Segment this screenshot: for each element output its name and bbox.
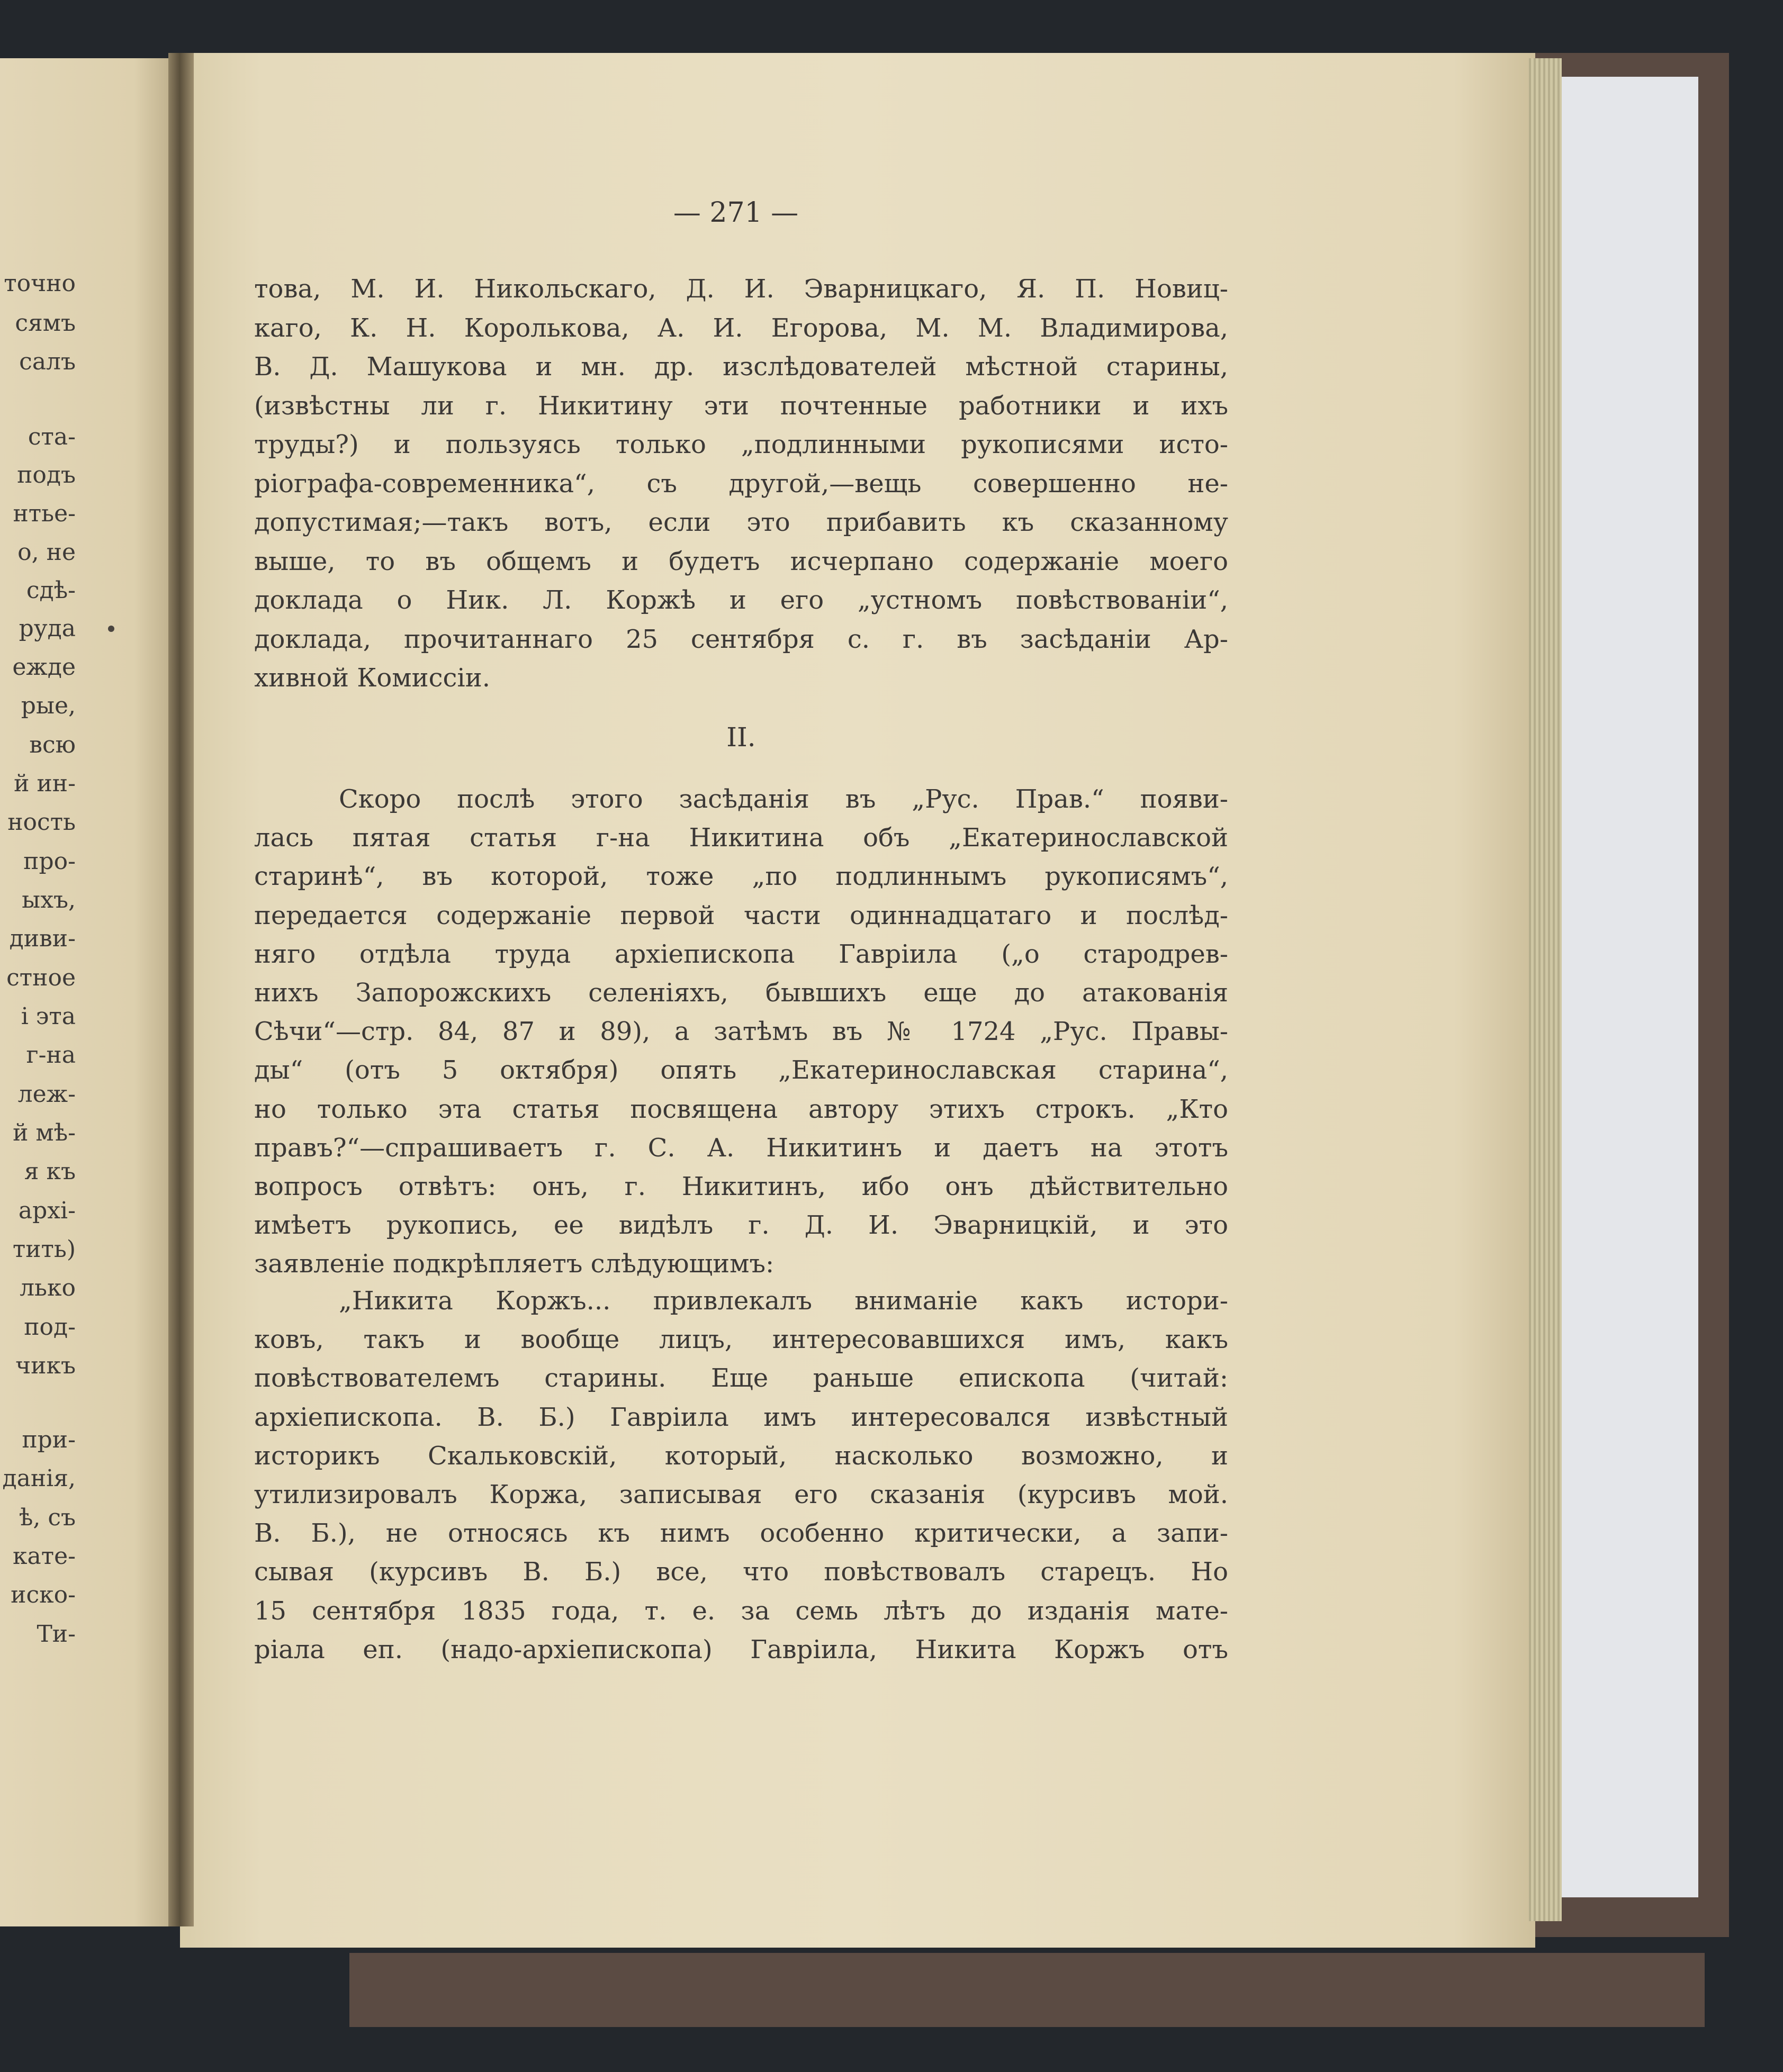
- left-page-line: о, не: [17, 539, 76, 566]
- left-page-line: тить): [12, 1236, 76, 1263]
- text-line: передается содержаніе первой части одиннадцатаго и послѣд-: [254, 900, 1228, 930]
- left-page-line: кате-: [13, 1543, 76, 1570]
- left-page-line: лько: [20, 1274, 76, 1301]
- text-line: выше, то въ общемъ и будетъ исчерпано содержаніе моего: [254, 546, 1228, 576]
- left-page-line: ежде: [12, 654, 76, 681]
- left-page-line: я къ: [24, 1158, 76, 1185]
- text-line: нихъ Запорожскихъ селеніяхъ, бывшихъ еще до атакованія: [254, 978, 1228, 1008]
- left-page-line: подъ: [17, 462, 76, 488]
- text-line: лась пятая статья г-на Никитина объ „Екатеринославской: [254, 823, 1228, 853]
- text-line: сывая (курсивъ В. Б.) все, что повѣствовалъ старецъ. Но: [254, 1557, 1228, 1587]
- left-page-line: под-: [24, 1314, 76, 1341]
- left-page-line: иско-: [11, 1581, 76, 1608]
- text-line: повѣствователемъ старины. Еще раньше епископа (читай:: [254, 1363, 1228, 1394]
- text-line: В. Б.), не относясь къ нимъ особенно критически, а запи-: [254, 1518, 1228, 1549]
- left-page-line: чикъ: [15, 1352, 76, 1379]
- text-line: заявленіе подкрѣпляетъ слѣдующимъ:: [254, 1249, 775, 1279]
- text-line: но только эта статья посвящена автору этихъ строкъ. „Кто: [254, 1094, 1228, 1124]
- cover-bottom-edge: [349, 1953, 1705, 2027]
- text-line: труды?) и пользуясь только „подлинными рукописями исто-: [254, 430, 1228, 459]
- text-line: хивной Комиссіи.: [254, 663, 490, 693]
- text-line: доклада, прочитаннаго 25 сентября с. г. въ засѣданіи Ар-: [254, 624, 1228, 654]
- left-page-line: і эта: [21, 1003, 76, 1030]
- left-page-line: точно: [4, 270, 76, 297]
- left-page-line: й мѣ-: [13, 1119, 76, 1146]
- left-page-line: й ин-: [14, 770, 76, 797]
- margin-dot: [108, 626, 114, 632]
- text-line: ріографа-современника“, съ другой,—вещь совершенно не-: [254, 468, 1228, 499]
- text-line: няго отдѣла труда архіепископа Гавріила („о стародрев-: [254, 939, 1228, 969]
- text-line: „Никита Коржъ... привлекалъ вниманіе какъ истори-: [339, 1286, 1228, 1316]
- left-page-line: данія,: [2, 1465, 76, 1492]
- text-line: доклада о Ник. Л. Коржѣ и его „устномъ повѣствованіи“,: [254, 585, 1228, 615]
- left-page-line: нтье-: [13, 500, 76, 527]
- page-number: — 271 —: [673, 197, 799, 229]
- left-page-line: леж-: [17, 1081, 76, 1108]
- left-page-line: г-на: [26, 1042, 76, 1069]
- text-line: В. Д. Машукова и мн. др. изслѣдователей мѣстной старины,: [254, 352, 1228, 382]
- left-page-line: сдѣ-: [26, 577, 76, 604]
- text-line: ріала еп. (надо-архіепископа) Гавріила, Никита Коржъ отъ: [254, 1634, 1228, 1664]
- text-line: историкъ Скальковскій, который, насколько возможно, и: [254, 1441, 1228, 1471]
- text-line: имѣетъ рукопись, ее видѣлъ г. Д. И. Эварницкій, и это: [254, 1210, 1228, 1241]
- section-heading: II.: [726, 722, 756, 753]
- text-line: това, М. И. Никольскаго, Д. И. Эварницкаго, Я. П. Новиц-: [254, 274, 1228, 304]
- left-page-line: ста-: [28, 423, 76, 450]
- left-page-line: рые,: [21, 692, 76, 719]
- left-page-line: сямъ: [15, 310, 76, 337]
- left-page-line: салъ: [19, 348, 76, 375]
- text-line: допустимая;—такъ вотъ, если это прибавить къ сказанному: [254, 508, 1228, 537]
- text-line: старинѣ“, въ которой, тоже „по подлиннымъ рукописямъ“,: [254, 862, 1228, 892]
- left-page-line: Ти-: [37, 1621, 76, 1648]
- flyleaf: [1562, 77, 1698, 1897]
- left-page-line: при-: [22, 1426, 76, 1453]
- text-line: ковъ, такъ и вообще лицъ, интересовавшихся имъ, какъ: [254, 1325, 1228, 1355]
- left-page-line: всю: [29, 731, 76, 758]
- text-line: вопросъ отвѣтъ: онъ, г. Никитинъ, ибо онъ дѣйствительно: [254, 1172, 1228, 1201]
- text-line: ды“ (отъ 5 октября) опять „Екатеринославская старина“,: [254, 1055, 1228, 1085]
- left-page-line: ѣ, съ: [19, 1504, 76, 1531]
- left-page: [0, 58, 179, 1926]
- text-line: архіепископа. В. Б.) Гавріила имъ интересовался извѣстный: [254, 1402, 1228, 1432]
- left-page-line: ность: [7, 809, 76, 836]
- text-line: 15 сентября 1835 года, т. е. за семь лѣтъ до изданія мате-: [254, 1596, 1228, 1626]
- text-line: утилизировалъ Коржа, записывая его сказанія (курсивъ мой.: [254, 1480, 1228, 1509]
- left-page-line: архі-: [18, 1197, 76, 1224]
- text-line: Скоро послѣ этого засѣданія въ „Рус. Прав.“ появи-: [339, 784, 1228, 814]
- text-line: каго, К. Н. Королькова, А. И. Егорова, М. М. Владимирова,: [254, 313, 1228, 343]
- left-page-line: стное: [6, 964, 76, 991]
- left-page-line: диви-: [9, 925, 76, 952]
- left-page-line: ыхъ,: [22, 886, 76, 913]
- book-gutter: [168, 53, 194, 1926]
- left-page-line: руда: [19, 615, 76, 642]
- text-line: правъ?“—спрашиваетъ г. С. А. Никитинъ и даетъ на этотъ: [254, 1133, 1228, 1163]
- text-line: (извѣстны ли г. Никитину эти почтенные работники и ихъ: [254, 391, 1228, 421]
- left-page-line: про-: [23, 848, 76, 875]
- text-line: Сѣчи“—стр. 84, 87 и 89), а затѣмъ въ № 1724 „Рус. Правы-: [254, 1017, 1228, 1047]
- page-edges: [1529, 58, 1562, 1921]
